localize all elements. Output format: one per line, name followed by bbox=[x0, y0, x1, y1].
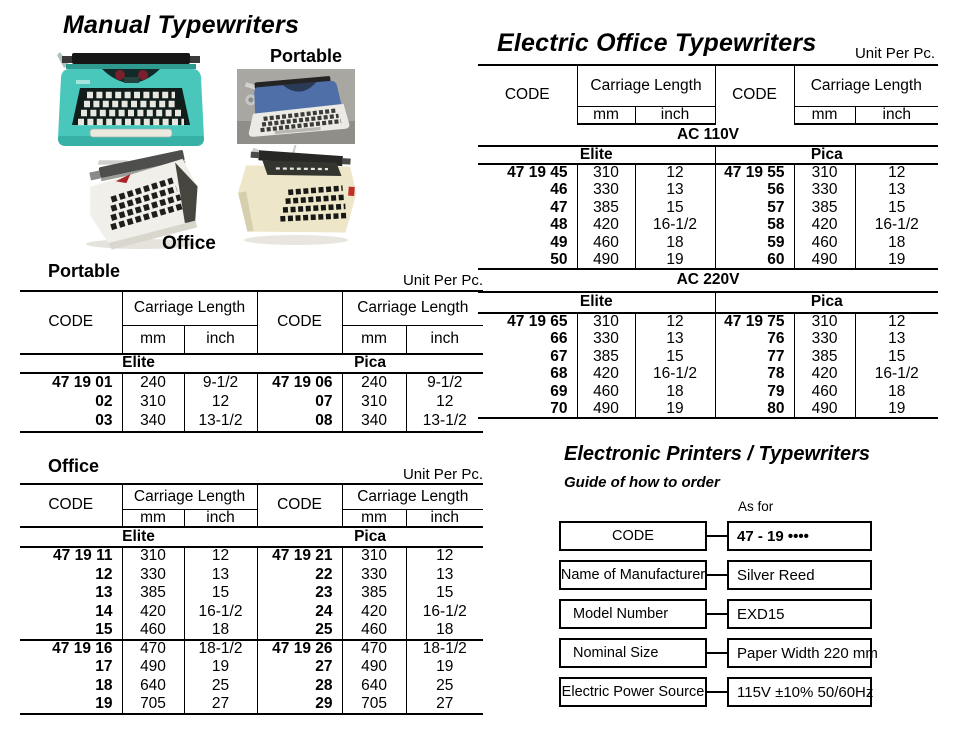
code-header: CODE bbox=[257, 484, 342, 527]
value-cell: 27 bbox=[184, 696, 257, 715]
blue-portable-typewriter-image bbox=[237, 69, 355, 144]
value-cell: 13 bbox=[888, 330, 906, 348]
table-row bbox=[20, 393, 483, 413]
value-cell: 13-1/2 bbox=[422, 412, 467, 430]
code-cell: 49 bbox=[478, 234, 577, 252]
value-cell: 310 bbox=[342, 547, 406, 566]
value-cell: 13 bbox=[888, 181, 906, 199]
inch-header: inch bbox=[184, 509, 257, 527]
value-cell: 470 bbox=[342, 640, 406, 659]
code-cell: 27 bbox=[257, 658, 342, 677]
code-cell: 07 bbox=[257, 393, 342, 413]
voltage-band-label: AC 110V bbox=[478, 124, 938, 146]
code-cell: 47 19 55 bbox=[715, 164, 794, 182]
code-header: CODE bbox=[20, 291, 122, 354]
code-cell: 13 bbox=[20, 584, 122, 603]
order-label-box-power: Electric Power Source bbox=[559, 677, 707, 707]
code-cell: 57 bbox=[715, 199, 794, 217]
table-row bbox=[478, 182, 938, 200]
inch-header: inch bbox=[406, 509, 483, 527]
carriage-length-header: Carriage Length bbox=[794, 65, 938, 106]
value-cell: 12 bbox=[888, 164, 906, 182]
value-cell: 19 bbox=[635, 401, 715, 419]
value-cell: 12 bbox=[184, 547, 257, 566]
mm-header: mm bbox=[342, 509, 406, 527]
code-cell: 19 bbox=[20, 696, 122, 715]
code-cell: 47 19 11 bbox=[20, 547, 122, 566]
value-cell: 490 bbox=[342, 658, 406, 677]
table-row bbox=[20, 621, 483, 640]
order-label-box-code: CODE bbox=[559, 521, 707, 551]
order-value-box-manufacturer: Silver Reed bbox=[727, 560, 872, 590]
value-cell: 490 bbox=[577, 252, 635, 270]
code-header: CODE bbox=[257, 291, 342, 354]
code-cell: 17 bbox=[20, 658, 122, 677]
code-cell: 23 bbox=[257, 584, 342, 603]
value-cell: 12 bbox=[436, 547, 454, 565]
value-cell: 16-1/2 bbox=[635, 217, 715, 235]
code-cell: 15 bbox=[20, 621, 122, 640]
value-cell: 490 bbox=[577, 401, 635, 419]
value-cell: 310 bbox=[342, 393, 406, 413]
carriage-length-header: Carriage Length bbox=[122, 291, 257, 325]
value-cell: 330 bbox=[794, 182, 855, 200]
code-cell: 29 bbox=[257, 696, 342, 715]
value-cell: 385 bbox=[122, 584, 184, 603]
value-cell: 9-1/2 bbox=[427, 374, 463, 392]
table-row bbox=[20, 412, 483, 432]
value-cell: 18 bbox=[436, 621, 454, 638]
code-cell: 47 19 01 bbox=[20, 373, 122, 393]
code-cell: 76 bbox=[715, 331, 794, 349]
code-cell: 68 bbox=[478, 366, 577, 384]
pica-band-label: Pica bbox=[715, 292, 938, 313]
order-guide-subtitle: Guide of how to order bbox=[564, 474, 720, 491]
order-value-box-power: 115V ±10% 50/60Hz bbox=[727, 677, 872, 707]
elite-band-label: Elite bbox=[478, 146, 715, 164]
portable-unit-label: Unit Per Pc. bbox=[402, 272, 483, 289]
code-cell: 47 19 16 bbox=[20, 640, 122, 659]
table-row bbox=[478, 164, 938, 182]
value-cell: 12 bbox=[635, 313, 715, 331]
value-cell: 18-1/2 bbox=[406, 640, 483, 659]
code-cell: 14 bbox=[20, 603, 122, 622]
code-cell: 78 bbox=[715, 366, 794, 384]
code-cell: 47 19 75 bbox=[715, 313, 794, 331]
value-cell: 460 bbox=[794, 383, 855, 401]
table-row bbox=[478, 313, 938, 331]
order-label-box-manufacturer: Name of Manufacturer bbox=[559, 560, 707, 590]
type-band-row bbox=[478, 292, 938, 313]
value-cell: 16-1/2 bbox=[184, 603, 257, 622]
as-for-label: As for bbox=[738, 499, 774, 514]
inch-header: inch bbox=[855, 106, 938, 124]
table-header-row bbox=[478, 65, 938, 106]
table-row bbox=[478, 383, 938, 401]
value-cell: 19 bbox=[184, 658, 257, 677]
order-label-box-size: Nominal Size bbox=[559, 638, 707, 668]
value-cell: 9-1/2 bbox=[184, 373, 257, 393]
value-cell: 310 bbox=[794, 313, 855, 331]
value-cell: 19 bbox=[436, 658, 454, 676]
office-image-label: Office bbox=[162, 233, 216, 254]
value-cell: 18 bbox=[184, 621, 257, 640]
value-cell: 240 bbox=[122, 373, 184, 393]
value-cell: 310 bbox=[122, 393, 184, 413]
value-cell: 18-1/2 bbox=[184, 640, 257, 659]
voltage-band-label: AC 220V bbox=[478, 269, 938, 292]
value-cell: 19 bbox=[888, 400, 906, 417]
table-row bbox=[478, 252, 938, 270]
value-cell: 15 bbox=[436, 584, 454, 602]
value-cell: 18 bbox=[888, 234, 906, 251]
office-section-title: Office bbox=[48, 456, 100, 476]
portable-image-label: Portable bbox=[270, 46, 343, 66]
value-cell: 340 bbox=[122, 412, 184, 432]
table-header-row bbox=[20, 484, 483, 509]
value-cell: 490 bbox=[794, 252, 855, 270]
value-cell: 460 bbox=[577, 383, 635, 401]
elite-band-label: Elite bbox=[478, 292, 715, 313]
value-cell: 15 bbox=[635, 199, 715, 217]
code-cell: 47 19 06 bbox=[257, 373, 342, 393]
value-cell: 420 bbox=[122, 603, 184, 622]
value-cell: 16-1/2 bbox=[635, 366, 715, 384]
table-row bbox=[478, 217, 938, 235]
mm-header: mm bbox=[342, 325, 406, 354]
connector-line bbox=[706, 535, 727, 537]
value-cell: 13 bbox=[635, 182, 715, 200]
table-row bbox=[20, 658, 483, 677]
code-cell: 47 19 65 bbox=[478, 313, 577, 331]
value-cell: 18 bbox=[888, 383, 906, 400]
code-cell: 18 bbox=[20, 677, 122, 696]
value-cell: 12 bbox=[635, 164, 715, 182]
carriage-length-header: Carriage Length bbox=[342, 484, 483, 509]
mm-header: mm bbox=[577, 106, 635, 124]
value-cell: 460 bbox=[794, 234, 855, 252]
value-cell: 310 bbox=[577, 313, 635, 331]
value-cell: 13-1/2 bbox=[184, 412, 257, 432]
table-row bbox=[20, 565, 483, 584]
table-row bbox=[20, 584, 483, 603]
value-cell: 13 bbox=[436, 565, 454, 583]
carriage-length-header: Carriage Length bbox=[577, 65, 715, 106]
code-cell: 03 bbox=[20, 412, 122, 432]
pica-band-label: Pica bbox=[715, 146, 938, 164]
voltage-band-row bbox=[478, 124, 938, 146]
code-cell: 47 19 26 bbox=[257, 640, 342, 659]
portable-section-title: Portable bbox=[48, 261, 121, 281]
value-cell: 16-1/2 bbox=[874, 216, 919, 234]
code-cell: 56 bbox=[715, 182, 794, 200]
value-cell: 420 bbox=[794, 217, 855, 235]
code-cell: 47 19 45 bbox=[478, 164, 577, 182]
table-row bbox=[20, 603, 483, 622]
value-cell: 25 bbox=[184, 677, 257, 696]
connector-line bbox=[706, 691, 727, 693]
value-cell: 13 bbox=[184, 565, 257, 584]
value-cell: 330 bbox=[577, 182, 635, 200]
mm-header: mm bbox=[122, 509, 184, 527]
value-cell: 340 bbox=[342, 412, 406, 432]
table-row bbox=[478, 234, 938, 252]
value-cell: 25 bbox=[436, 677, 454, 695]
code-header: CODE bbox=[715, 65, 794, 124]
portable-table bbox=[20, 290, 483, 433]
value-cell: 330 bbox=[342, 565, 406, 584]
table-row bbox=[20, 696, 483, 715]
order-label-box-model: Model Number bbox=[559, 599, 707, 629]
value-cell: 13 bbox=[635, 331, 715, 349]
pica-band-label: Pica bbox=[257, 354, 483, 373]
table-row bbox=[478, 366, 938, 384]
table-row bbox=[478, 401, 938, 419]
cream-office-typewriter-image bbox=[230, 145, 364, 247]
electric-typewriters-title: Electric Office Typewriters bbox=[497, 29, 817, 57]
code-cell: 28 bbox=[257, 677, 342, 696]
code-cell: 25 bbox=[257, 621, 342, 640]
code-cell: 50 bbox=[478, 252, 577, 270]
value-cell: 15 bbox=[888, 348, 906, 365]
code-cell: 58 bbox=[715, 217, 794, 235]
code-cell: 12 bbox=[20, 565, 122, 584]
value-cell: 420 bbox=[794, 366, 855, 384]
electric-table bbox=[478, 64, 938, 419]
mm-header: mm bbox=[794, 106, 855, 124]
code-cell: 47 bbox=[478, 199, 577, 217]
value-cell: 15 bbox=[635, 348, 715, 366]
code-cell: 59 bbox=[715, 234, 794, 252]
value-cell: 705 bbox=[122, 696, 184, 715]
table-row bbox=[20, 640, 483, 659]
value-cell: 15 bbox=[888, 199, 906, 216]
value-cell: 385 bbox=[577, 199, 635, 217]
order-value-box-model: EXD15 bbox=[727, 599, 872, 629]
type-band-row bbox=[478, 146, 938, 164]
value-cell: 460 bbox=[577, 234, 635, 252]
connector-line bbox=[706, 652, 727, 654]
value-cell: 490 bbox=[794, 401, 855, 419]
value-cell: 640 bbox=[342, 677, 406, 696]
code-cell: 77 bbox=[715, 348, 794, 366]
value-cell: 18 bbox=[635, 383, 715, 401]
value-cell: 19 bbox=[888, 251, 906, 268]
inch-header: inch bbox=[184, 325, 257, 354]
voltage-band-row bbox=[478, 269, 938, 292]
value-cell: 420 bbox=[577, 366, 635, 384]
code-cell: 60 bbox=[715, 252, 794, 270]
value-cell: 27 bbox=[436, 695, 454, 713]
value-cell: 12 bbox=[436, 393, 454, 411]
order-value-box-size: Paper Width 220 mm bbox=[727, 638, 872, 668]
code-cell: 24 bbox=[257, 603, 342, 622]
value-cell: 460 bbox=[342, 621, 406, 640]
value-cell: 18 bbox=[635, 234, 715, 252]
table-row bbox=[478, 199, 938, 217]
code-cell: 22 bbox=[257, 565, 342, 584]
connector-line bbox=[706, 574, 727, 576]
value-cell: 330 bbox=[122, 565, 184, 584]
value-cell: 385 bbox=[342, 584, 406, 603]
code-cell: 48 bbox=[478, 217, 577, 235]
electric-unit-label: Unit Per Pc. bbox=[854, 45, 935, 62]
order-value-box-code: 47 - 19 •••• bbox=[727, 521, 872, 551]
code-cell: 67 bbox=[478, 348, 577, 366]
value-cell: 19 bbox=[635, 252, 715, 270]
value-cell: 240 bbox=[342, 373, 406, 393]
value-cell: 420 bbox=[577, 217, 635, 235]
code-header: CODE bbox=[478, 65, 577, 124]
value-cell: 310 bbox=[122, 547, 184, 566]
office-unit-label: Unit Per Pc. bbox=[402, 466, 483, 483]
value-cell: 460 bbox=[122, 621, 184, 640]
table-header-row bbox=[20, 291, 483, 325]
value-cell: 490 bbox=[122, 658, 184, 677]
value-cell: 705 bbox=[342, 696, 406, 715]
inch-header: inch bbox=[406, 325, 483, 354]
code-cell: 79 bbox=[715, 383, 794, 401]
inch-header: inch bbox=[635, 106, 715, 124]
type-band-row bbox=[20, 354, 483, 373]
value-cell: 12 bbox=[888, 313, 906, 331]
connector-line bbox=[706, 613, 727, 615]
elite-band-label: Elite bbox=[20, 354, 257, 373]
value-cell: 310 bbox=[794, 164, 855, 182]
value-cell: 385 bbox=[577, 348, 635, 366]
code-cell: 47 19 21 bbox=[257, 547, 342, 566]
table-row bbox=[478, 331, 938, 349]
carriage-length-header: Carriage Length bbox=[342, 291, 483, 325]
value-cell: 470 bbox=[122, 640, 184, 659]
code-cell: 66 bbox=[478, 331, 577, 349]
value-cell: 330 bbox=[794, 331, 855, 349]
type-band-row bbox=[20, 527, 483, 547]
value-cell: 310 bbox=[577, 164, 635, 182]
electronic-printers-title: Electronic Printers / Typewriters bbox=[564, 443, 871, 465]
carriage-length-header: Carriage Length bbox=[122, 484, 257, 509]
elite-band-label: Elite bbox=[20, 527, 257, 547]
value-cell: 15 bbox=[184, 584, 257, 603]
code-cell: 08 bbox=[257, 412, 342, 432]
code-cell: 70 bbox=[478, 401, 577, 419]
value-cell: 16-1/2 bbox=[422, 602, 467, 620]
value-cell: 420 bbox=[342, 603, 406, 622]
value-cell: 385 bbox=[794, 348, 855, 366]
table-row bbox=[478, 348, 938, 366]
table-row bbox=[20, 547, 483, 566]
pica-band-label: Pica bbox=[257, 527, 483, 547]
code-cell: 80 bbox=[715, 401, 794, 419]
teal-portable-typewriter-image bbox=[54, 50, 208, 152]
manual-typewriters-title: Manual Typewriters bbox=[63, 11, 300, 39]
mm-header: mm bbox=[122, 325, 184, 354]
value-cell: 16-1/2 bbox=[874, 365, 919, 383]
code-header: CODE bbox=[20, 484, 122, 527]
office-table bbox=[20, 483, 483, 715]
value-cell: 12 bbox=[184, 393, 257, 413]
code-cell: 02 bbox=[20, 393, 122, 413]
value-cell: 385 bbox=[794, 199, 855, 217]
table-row bbox=[20, 677, 483, 696]
table-row bbox=[20, 373, 483, 393]
code-cell: 46 bbox=[478, 182, 577, 200]
value-cell: 330 bbox=[577, 331, 635, 349]
value-cell: 640 bbox=[122, 677, 184, 696]
code-cell: 69 bbox=[478, 383, 577, 401]
